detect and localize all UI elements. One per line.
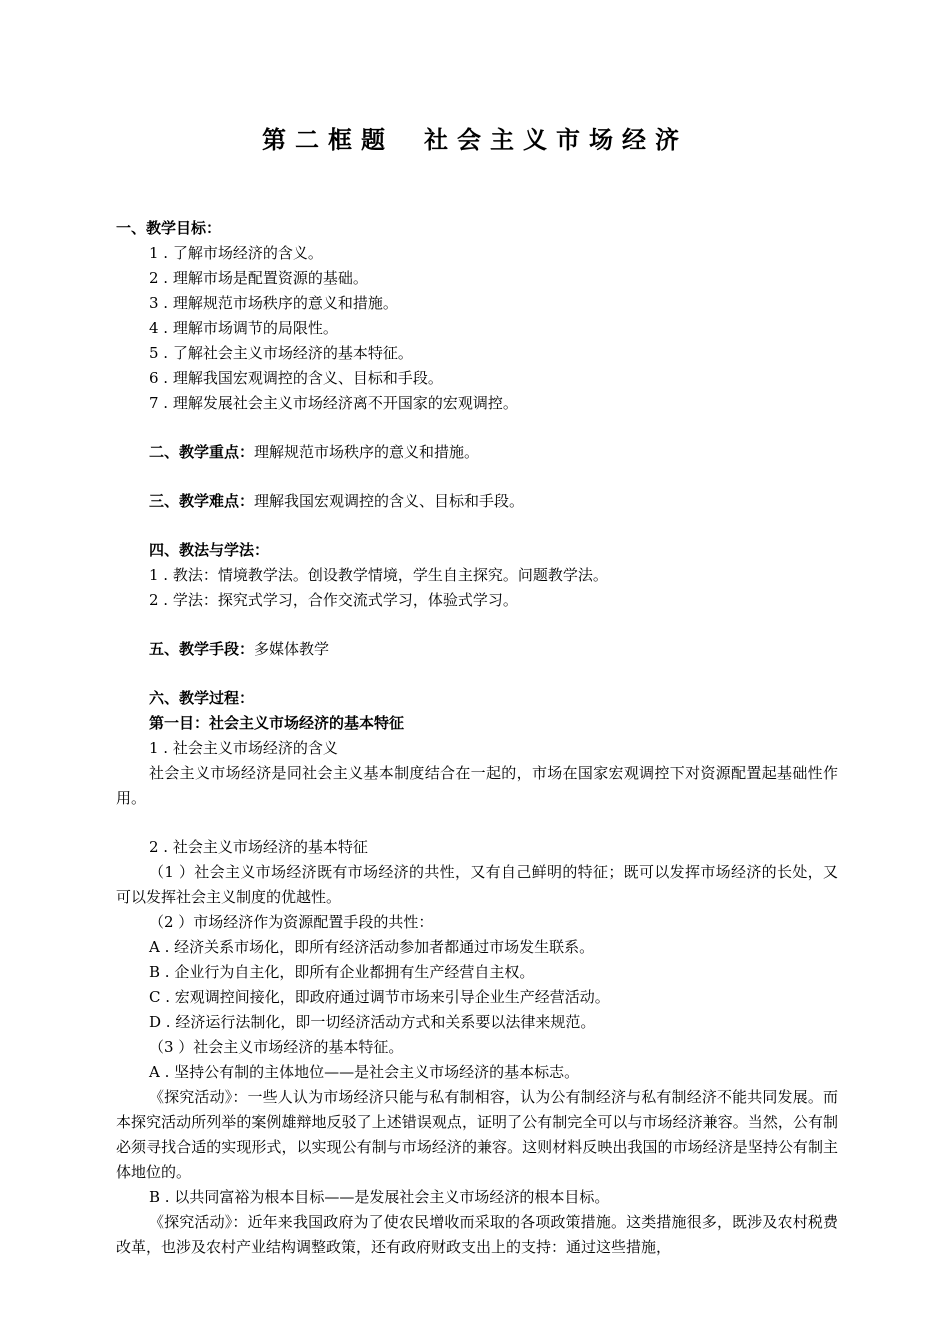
list-item: 2 . 学法：探究式学习，合作交流式学习，体验式学习。 <box>149 591 518 609</box>
page-title <box>0 124 950 156</box>
list-item: 6 . 理解我国宏观调控的含义、目标和手段。 <box>149 369 443 387</box>
section-heading: 六、教学过程： <box>149 689 255 707</box>
paragraph: 《探究活动》：一些人认为市场经济只能与私有制相容，认为公有制经济与私有制经济不能共同发展。而本探究活动所列举的案例雄辩地反驳了上述错误观点，证明了公有制完全可以与市场经济兼容。当然，公有制必须寻找合适的实现形式，以实现公有制与市场经济的兼容。这则材料反映出我国的市场经济是坚持公有制主体地位的。 <box>116 1088 838 1181</box>
list-item: 7 . 理解发展社会主义市场经济离不开国家的宏观调控。 <box>149 394 518 412</box>
paragraph: 《探究活动》：近年来我国政府为了使农民增收而采取的各项政策措施。这类措施很多，既涉及农村税费改革，也涉及农村产业结构调整政策，还有政府财政支出上的支持：通过这些措施， <box>116 1213 838 1256</box>
section-heading: 一、教学目标： <box>116 219 222 237</box>
section-3 <box>116 489 838 514</box>
list-item: C . 宏观调控间接化，即政府通过调节市场来引导企业生产经营活动。 <box>149 988 610 1006</box>
list-item: A . 经济关系市场化，即所有经济活动参加者都通过市场发生联系。 <box>149 938 595 956</box>
document-body <box>116 216 838 1260</box>
subsection-heading: 第一目：社会主义市场经济的基本特征 <box>149 714 405 732</box>
section-text: 多媒体教学 <box>254 640 330 658</box>
list-item: 1 . 了解市场经济的含义。 <box>149 244 323 262</box>
list-item: 4 . 理解市场调节的局限性。 <box>149 319 338 337</box>
paragraph: （1 ）社会主义市场经济既有市场经济的共性，又有自己鲜明的特征；既可以发挥市场经济的长处，又可以发挥社会主义制度的优越性。 <box>116 863 838 906</box>
section-5 <box>116 637 838 662</box>
section-2 <box>116 440 838 465</box>
title-part-1: 第二框题 <box>262 126 394 154</box>
feature-title: B . 以共同富裕为根本目标——是发展社会主义市场经济的根本目标。 <box>149 1188 610 1206</box>
point-title: 2 . 社会主义市场经济的基本特征 <box>149 838 368 856</box>
list-item: 2 . 理解市场是配置资源的基础。 <box>149 269 368 287</box>
section-text: 理解规范市场秩序的意义和措施。 <box>254 443 480 461</box>
title-part-2: 社会主义市场经济 <box>424 126 688 154</box>
list-item: 3 . 理解规范市场秩序的意义和措施。 <box>149 294 398 312</box>
point-title: 1 . 社会主义市场经济的含义 <box>149 739 338 757</box>
sub-point: （3 ）社会主义市场经济的基本特征。 <box>149 1038 404 1056</box>
section-heading: 二、教学重点： <box>149 443 255 461</box>
feature-title: A . 坚持公有制的主体地位——是社会主义市场经济的基本标志。 <box>149 1063 580 1081</box>
list-item: B . 企业行为自主化，即所有企业都拥有生产经营自主权。 <box>149 963 535 981</box>
section-heading: 四、教法与学法： <box>149 541 270 559</box>
sub-point: （2 ）市场经济作为资源配置手段的共性： <box>149 913 434 931</box>
list-item: D . 经济运行法制化，即一切经济活动方式和关系要以法律来规范。 <box>149 1013 596 1031</box>
paragraph: 社会主义市场经济是同社会主义基本制度结合在一起的，市场在国家宏观调控下对资源配置起基础性作用。 <box>116 764 838 807</box>
list-item: 1 . 教法：情境教学法。创设教学情境，学生自主探究。问题教学法。 <box>149 566 608 584</box>
list-item: 5 . 了解社会主义市场经济的基本特征。 <box>149 344 413 362</box>
section-text: 理解我国宏观调控的含义、目标和手段。 <box>254 492 525 510</box>
section-heading: 五、教学手段： <box>149 640 255 658</box>
section-heading: 三、教学难点： <box>149 492 255 510</box>
